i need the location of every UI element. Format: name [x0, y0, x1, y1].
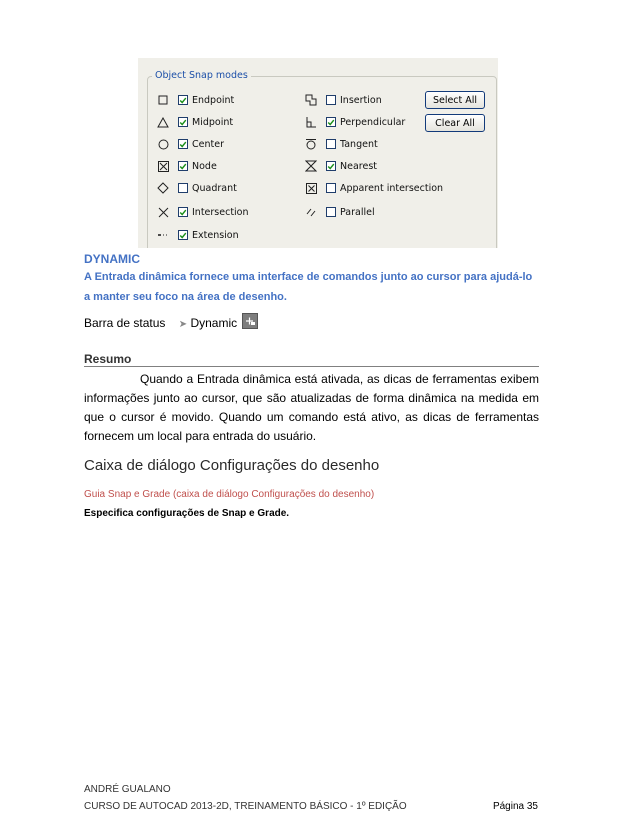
nearest-checkbox[interactable] [326, 161, 336, 171]
snap-label: Endpoint [192, 94, 235, 106]
midpoint-checkbox[interactable] [178, 117, 188, 127]
snap-label: Nearest [340, 160, 377, 172]
triangle-icon [156, 115, 170, 129]
snap-label: Apparent intersection [340, 182, 444, 194]
snap-row-tangent [304, 136, 378, 152]
dynamic-description-line1: A Entrada dinâmica fornece uma interface de comandos junto ao cursor para ajudá-lo [84, 271, 533, 283]
footer-author: ANDRÉ GUALANO [84, 784, 171, 795]
section-description: Especifica configurações de Snap e Grade. [84, 508, 290, 519]
snap-label: Node [192, 160, 217, 172]
nearest-icon [304, 159, 318, 173]
snap-label: Parallel [340, 206, 375, 218]
snap-row-apparent-intersection [304, 180, 443, 196]
extension-checkbox[interactable] [178, 230, 188, 240]
tangent-checkbox[interactable] [326, 139, 336, 149]
insertion-checkbox[interactable] [326, 95, 336, 105]
apparent-intersection-checkbox[interactable] [326, 183, 336, 193]
node-checkbox[interactable] [178, 161, 188, 171]
resumo-divider [84, 366, 539, 367]
cross-icon [156, 205, 170, 219]
parallel-checkbox[interactable] [326, 207, 336, 217]
snap-row-center [156, 136, 224, 152]
snap-row-intersection [156, 204, 249, 220]
snap-row-extension [156, 227, 239, 243]
snap-row-node [156, 158, 217, 174]
intersection-checkbox[interactable] [178, 207, 188, 217]
dynamic-item-label: Dynamic [190, 316, 238, 330]
snap-row-nearest [304, 158, 377, 174]
footer-course: CURSO DE AUTOCAD 2013-2D, TREINAMENTO BÁSICO - 1º EDIÇÃO [84, 801, 407, 812]
section-title: Caixa de diálogo Configurações do desenho [84, 457, 380, 474]
snap-row-parallel [304, 204, 375, 220]
perpendicular-icon [304, 115, 318, 129]
parallel-icon [304, 205, 318, 219]
resumo-paragraph: Quando a Entrada dinâmica está ativada, as dicas de ferramentas exibem informações junto ao cursor, que são atualizadas de forma dinâmica na medida em que o cursor é movido. Quando um comando está ativo, as dicas de ferramentas fornecem um local para entrada do usuário. [84, 372, 539, 443]
quadrant-checkbox[interactable] [178, 183, 188, 193]
snap-label: Tangent [340, 138, 378, 150]
snap-label: Insertion [340, 94, 382, 106]
footer-page-number: Página 35 [492, 801, 538, 812]
endpoint-checkbox[interactable] [178, 95, 188, 105]
snap-label: Extension [192, 229, 239, 241]
snap-label: Intersection [192, 206, 249, 218]
select-all-button[interactable]: Select All [425, 91, 485, 109]
apparent-intersection-icon [304, 181, 318, 195]
snap-row-insertion [304, 92, 382, 108]
snap-label: Quadrant [192, 182, 237, 194]
status-bar-text: Barra de status [84, 316, 166, 330]
object-snap-group-title: Object Snap modes [152, 70, 251, 81]
dynamic-input-icon [242, 313, 258, 329]
insertion-icon [304, 93, 318, 107]
snap-row-quadrant [156, 180, 237, 196]
object-snap-dialog-image [138, 58, 498, 248]
section-subtitle: Guia Snap e Grade (caixa de diálogo Configurações do desenho) [84, 489, 375, 500]
snap-row-midpoint [156, 114, 233, 130]
arrow-icon: ➤ [178, 319, 188, 330]
snap-label: Midpoint [192, 116, 234, 128]
diamond-icon [156, 181, 170, 195]
status-bar-line [84, 313, 258, 330]
snap-label: Center [192, 138, 224, 150]
dynamic-heading: DYNAMIC [84, 252, 140, 266]
square-icon [156, 93, 170, 107]
resumo-heading: Resumo [84, 352, 132, 366]
extension-icon [156, 228, 170, 242]
dynamic-description-line2: a manter seu foco na área de desenho. [84, 291, 287, 303]
center-checkbox[interactable] [178, 139, 188, 149]
snap-row-endpoint [156, 92, 234, 108]
node-icon [156, 159, 170, 173]
circle-icon [156, 137, 170, 151]
tangent-icon [304, 137, 318, 151]
snap-label: Perpendicular [340, 116, 406, 128]
perpendicular-checkbox[interactable] [326, 117, 336, 127]
clear-all-button[interactable]: Clear All [425, 114, 485, 132]
snap-row-perpendicular [304, 114, 405, 130]
